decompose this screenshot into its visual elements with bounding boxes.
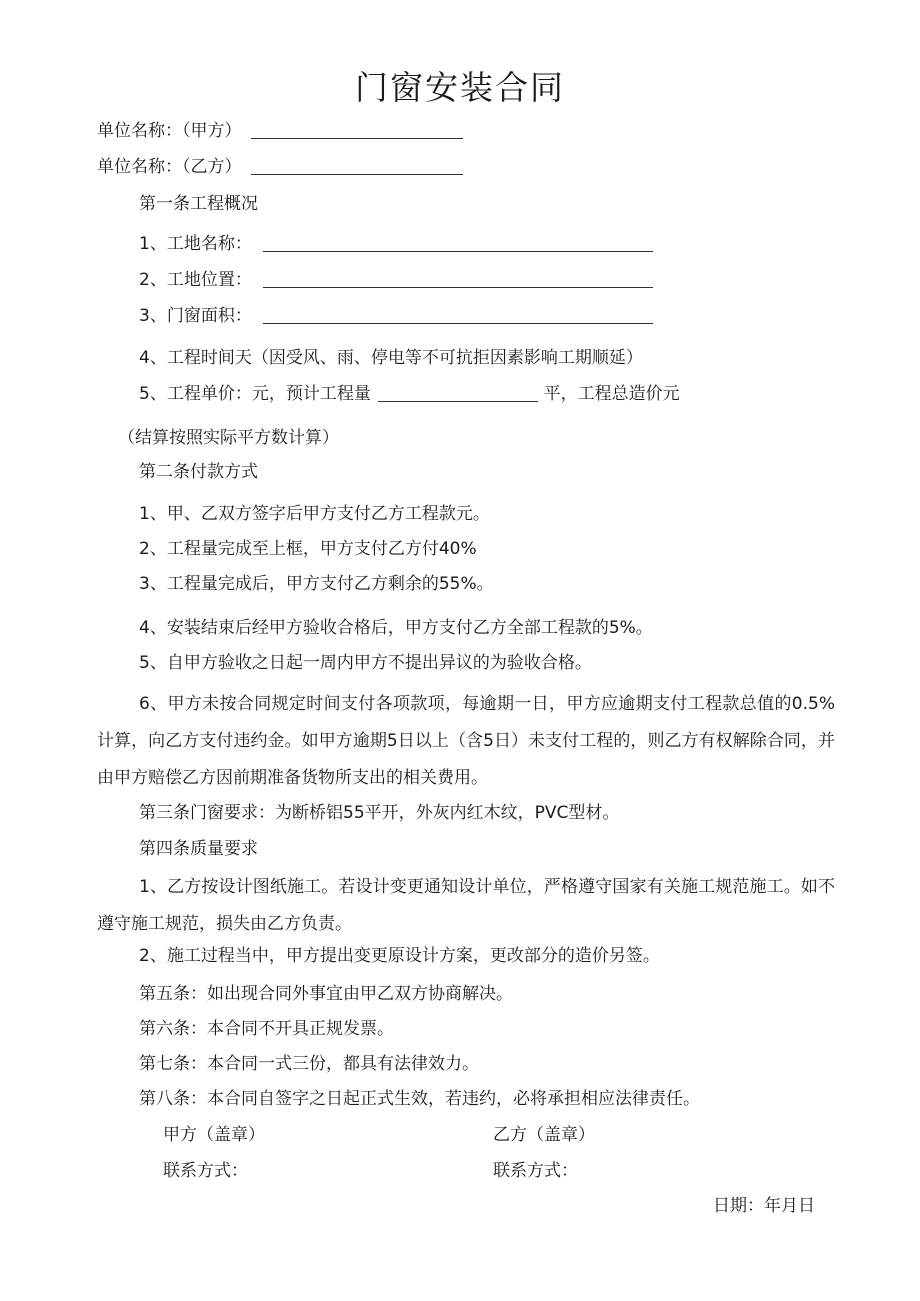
site-location-line xyxy=(139,268,653,292)
site-name-blank[interactable] xyxy=(263,235,653,252)
party-b-blank[interactable] xyxy=(251,158,463,175)
article-3: 第三条门窗要求：为断桥铝55平开，外灰内红木纹，PVC型材。 xyxy=(139,803,620,823)
duration-line: 4、工程时间天（因受风、雨、停电等不可抗拒因素影响工期顺延） xyxy=(139,348,643,368)
site-name-label: 1、工地名称： xyxy=(139,234,252,254)
article-8: 第八条：本合同自签字之日起正式生效，若违约，必将承担相应法律责任。 xyxy=(139,1089,700,1109)
party-b-seal: 乙方（盖章） xyxy=(493,1125,595,1145)
window-area-label: 3、门窗面积： xyxy=(139,306,252,326)
site-name-line xyxy=(139,232,653,256)
unit-price-text: 5、工程单价：元，预计工程量 xyxy=(139,384,371,404)
unit-price-line xyxy=(139,382,680,406)
article-1-heading: 第一条工程概况 xyxy=(139,194,258,214)
article-7: 第七条：本合同一式三份，都具有法律效力。 xyxy=(139,1054,479,1074)
party-a-line xyxy=(97,119,463,143)
window-area-blank[interactable] xyxy=(263,307,653,324)
article-4-heading: 第四条质量要求 xyxy=(139,839,258,859)
payment-item-5: 5、自甲方验收之日起一周内甲方不提出异议的为验收合格。 xyxy=(139,653,592,673)
payment-item-3: 3、工程量完成后，甲方支付乙方剩余的55%。 xyxy=(139,574,494,594)
article-2-heading: 第二条付款方式 xyxy=(139,462,258,482)
payment-item-6: 6、甲方未按合同规定时间支付各项款项，每逾期一日，甲方应逾期支付工程款总值的0.5%计算，向乙方支付违约金。如甲方逾期5日以上（含5日）未支付工程的，则乙方有权解除合同，并由甲方赔偿乙方因前期准备货物所支出的相关费用。 xyxy=(97,694,835,788)
party-b-contact: 联系方式： xyxy=(493,1161,578,1181)
site-location-label: 2、工地位置： xyxy=(139,270,252,290)
article-6: 第六条：本合同不开具正规发票。 xyxy=(139,1019,394,1039)
site-location-blank[interactable] xyxy=(263,271,653,288)
quality-item-1: 1、乙方按设计图纸施工。若设计变更通知设计单位，严格遵守国家有关施工规范施工。如不遵守施工规范，损失由乙方负责。 xyxy=(97,877,835,934)
party-a-contact: 联系方式： xyxy=(163,1161,248,1181)
sign-date: 日期：年月日 xyxy=(713,1196,815,1216)
party-b-line xyxy=(97,155,463,179)
payment-item-1: 1、甲、乙双方签字后甲方支付乙方工程款元。 xyxy=(139,504,490,524)
party-b-label: 单位名称：（乙方） xyxy=(97,157,242,177)
payment-item-4: 4、安装结束后经甲方验收合格后，甲方支付乙方全部工程款的5%。 xyxy=(139,618,653,638)
article-5: 第五条：如出现合同外事宜由甲乙双方协商解决。 xyxy=(139,984,513,1004)
party-a-seal: 甲方（盖章） xyxy=(163,1125,265,1145)
quality-item-2: 2、施工过程当中，甲方提出变更原设计方案，更改部分的造价另签。 xyxy=(139,946,660,966)
document-title: 门窗安装合同 xyxy=(355,68,565,107)
settlement-note: （结算按照实际平方数计算） xyxy=(118,428,339,448)
total-price-text: 平，工程总造价元 xyxy=(543,384,680,404)
window-area-line xyxy=(139,304,653,328)
party-a-label: 单位名称：（甲方） xyxy=(97,121,242,141)
party-a-blank[interactable] xyxy=(251,122,463,139)
payment-item-2: 2、工程量完成至上框，甲方支付乙方付40% xyxy=(139,539,477,559)
quantity-blank[interactable] xyxy=(378,385,538,402)
